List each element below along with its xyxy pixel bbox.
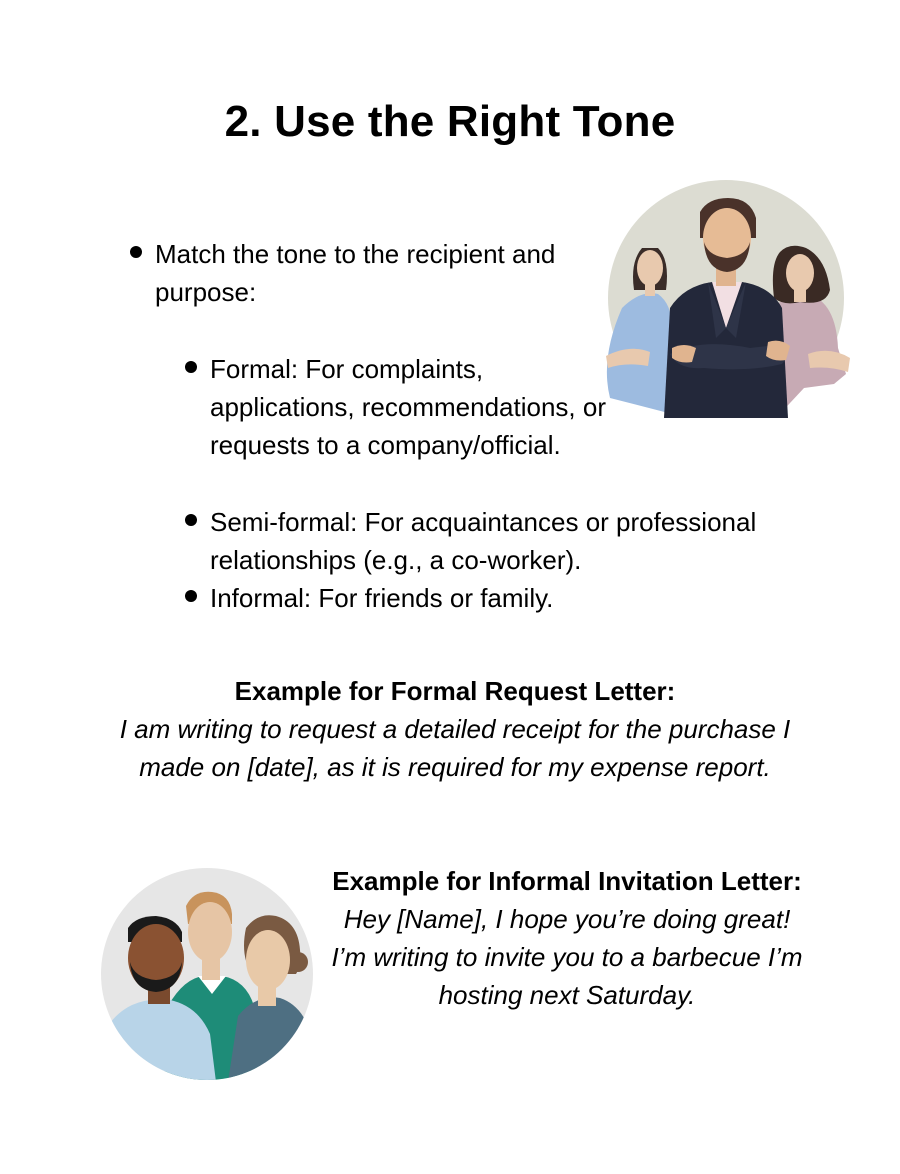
bullet-dot	[185, 590, 197, 602]
example-informal-heading: Example for Informal Invitation Letter:	[332, 866, 802, 896]
bullet-tone-match-text: Match the tone to the recipient and purpose:	[155, 239, 556, 307]
page-title: 2. Use the Right Tone	[224, 97, 676, 146]
bullet-dot	[185, 361, 197, 373]
example-formal-heading: Example for Formal Request Letter:	[234, 676, 676, 706]
sub-bullet-semi-formal	[210, 503, 800, 579]
bullet-dot	[130, 246, 142, 258]
sub-bullet-semi-formal-text: Semi-formal: For acquaintances or professional relationships (e.g., a co-worker).	[210, 507, 757, 575]
example-formal	[110, 672, 800, 786]
sub-bullet-formal	[210, 350, 610, 464]
sub-bullet-informal-text: Informal: For friends or family.	[210, 583, 554, 613]
example-informal	[330, 862, 804, 1014]
example-informal-body: Hey [Name], I hope you’re doing great! I’m writing to invite you to a barbecue I’m hosting next Saturday.	[331, 904, 803, 1010]
bullet-dot	[185, 514, 197, 526]
bullet-tone-match	[155, 235, 585, 311]
sub-bullet-informal	[210, 579, 710, 617]
friends-group-illustration	[98, 866, 316, 1082]
example-formal-body: I am writing to request a detailed receipt for the purchase I made on [date], as it is required for my expense report.	[119, 714, 791, 782]
sub-bullet-formal-text: Formal: For complaints, applications, recommendations, or requests to a company/official.	[210, 354, 606, 460]
business-team-illustration	[600, 178, 852, 418]
